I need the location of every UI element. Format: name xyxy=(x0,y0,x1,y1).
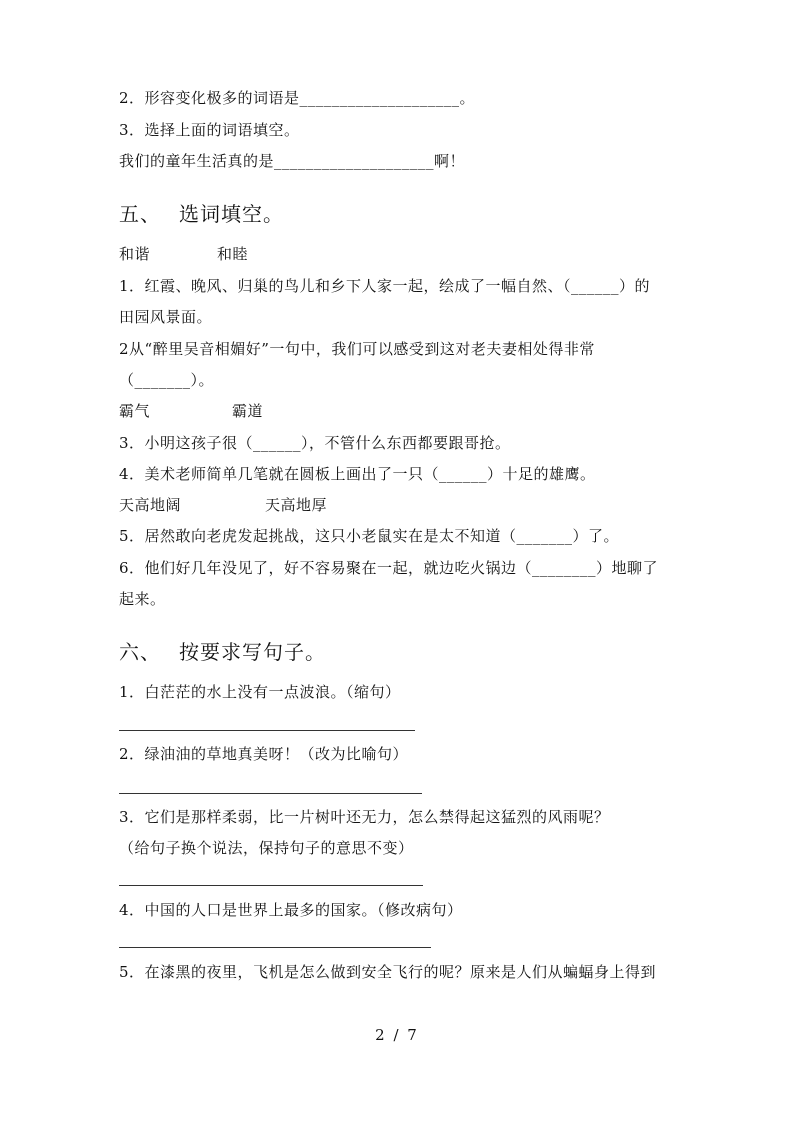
question-line: 1．白茫茫的水上没有一点波浪。（缩句） xyxy=(119,683,401,701)
word-option: 霸气 xyxy=(119,402,151,420)
word-option: 霸道 xyxy=(232,402,264,420)
section-number: 六、 xyxy=(119,640,161,664)
question-line: 5．在漆黑的夜里，飞机是怎么做到安全飞行的呢？原来是人们从蝙蝠身上得到 xyxy=(119,963,657,981)
word-option: 和睦 xyxy=(217,245,249,263)
question-line: 2．绿油油的草地真美呀！（改为比喻句） xyxy=(119,745,409,763)
question-line: 4．中国的人口是世界上最多的国家。（修改病句） xyxy=(119,901,463,919)
answer-line[interactable] xyxy=(119,730,415,731)
word-choice-pair xyxy=(119,401,263,421)
question-line: 我们的童年生活真的是____________________啊！ xyxy=(119,152,466,170)
question-line: 3．选择上面的词语填空。 xyxy=(119,121,300,139)
question-line: （给句子换个说法，保持句子的意思不变） xyxy=(119,839,414,857)
section-heading-6 xyxy=(119,639,326,665)
question-line: 3．它们是那样柔弱，比一片树叶还无力，怎么禁得起这猛烈的风雨呢？ xyxy=(119,808,610,826)
answer-line[interactable] xyxy=(119,947,431,948)
section-heading-5 xyxy=(119,201,284,227)
question-line: 田园风景面。 xyxy=(119,308,213,326)
question-line: 5．居然敢向老虎发起挑战，这只小老鼠实在是太不知道（_______）了。 xyxy=(119,527,620,545)
question-line: 2从“醉里吴音相媚好”一句中，我们可以感受到这对老夫妻相处得非常 xyxy=(119,340,595,358)
question-line: 2．形容变化极多的词语是____________________。 xyxy=(119,89,476,107)
question-line: 1．红霞、晚风、归巢的鸟儿和乡下人家一起，绘成了一幅自然、（______）的 xyxy=(119,277,651,295)
section-title: 按要求写句子。 xyxy=(179,640,326,664)
word-option: 天高地厚 xyxy=(265,496,328,514)
word-option: 和谐 xyxy=(119,245,151,263)
answer-line[interactable] xyxy=(119,885,423,886)
page-number: 2 / 7 xyxy=(375,1026,419,1044)
question-line: 6．他们好几年没见了，好不容易聚在一起，就边吃火锅边（________）地聊了 xyxy=(119,559,659,577)
question-line: 3．小明这孩子很（______），不管什么东西都要跟哥抢。 xyxy=(119,434,511,452)
word-option: 天高地阔 xyxy=(119,496,182,514)
section-title: 选词填空。 xyxy=(179,202,284,226)
word-choice-pair xyxy=(119,495,327,515)
section-number: 五、 xyxy=(119,202,161,226)
question-line: （_______）。 xyxy=(119,371,215,389)
answer-line[interactable] xyxy=(119,793,422,794)
question-line: 起来。 xyxy=(119,590,166,608)
word-choice-pair xyxy=(119,244,248,264)
question-line: 4．美术老师简单几笔就在圆板上画出了一只（______）十足的雄鹰。 xyxy=(119,465,596,483)
